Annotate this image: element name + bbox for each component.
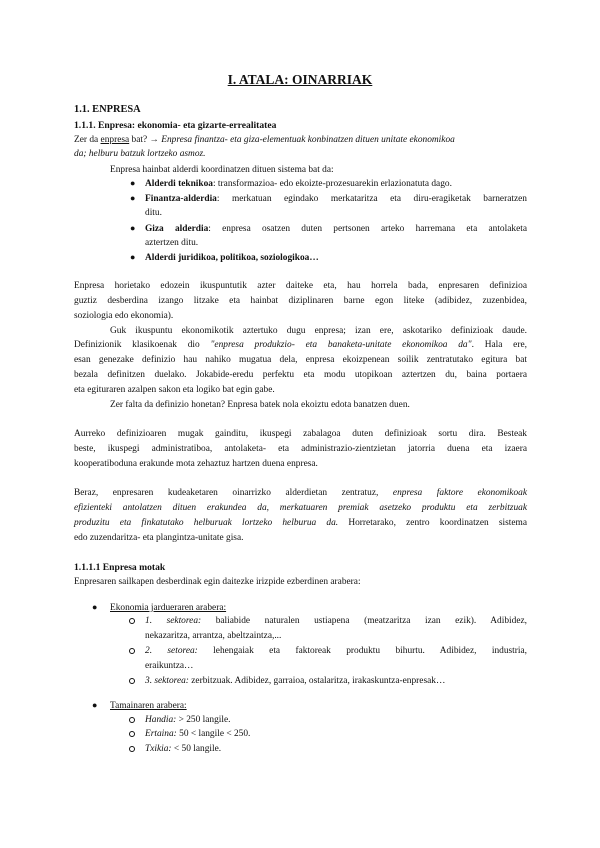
paragraph-1-line: Enpresa horietako edozein ikuspuntutik azter daiteke eta, hau horrela bada, enpresaren definizioa [74,281,527,291]
sector-term: 2. setorea: [145,646,198,656]
aspect-term: Alderdi teknikoa [145,179,213,189]
question-start: Zer da [74,135,101,145]
paragraph-4-definition: enpresa faktore ekonomikoak [392,488,527,498]
sector-item [145,645,527,658]
aspect-desc-cont: aztertzen ditu. [145,238,199,248]
sector-item [145,675,445,688]
hollow-bullet-icon [129,731,135,737]
size-item [145,743,221,756]
paragraph-4-text: Horretarako, zentro koordinatzen sistema [338,518,527,528]
aspect-desc: : enpresa osatzen duten pertsonen arteko harremana eta antolaketa [208,224,527,234]
paragraph-4-definition: efizienteki antolatzen dituen erakundea da, merkatuaren premiak asetzeko produktu eta zerbitzuak [74,503,527,513]
criterion-size: Tamainaren arabera: [110,701,187,711]
bullet-icon: ● [130,223,136,233]
hollow-bullet-icon [129,717,135,723]
definition-text-cont: da; helburu batzuk lortzeko asmoz. [74,149,206,159]
aspect-term: Finantza-alderdia [145,194,217,204]
aspect-desc: : merkatuan egindako merkataritza eta diru-eragiketak barneratzen [216,194,527,204]
definition-text: Enpresa finantza- eta giza-elementuak konbinatzen dituen unitate ekonomikoa [161,135,455,145]
aspect-item-legal: Alderdi juridikoa, politikoa, soziologikoa… [145,253,319,263]
paragraph-2-line: bezala definitzen duelako. Jokabide-eredu perfektu eta modu utopikoan aztertzen du, baina portaera [74,370,527,380]
paragraph-2-question: Zer falta da definizio honetan? Enpresa batek nola ekoiztu edota banatzen duen. [110,400,410,410]
hollow-bullet-icon [129,618,135,624]
paragraph-2-text: . Hala ere, [471,340,527,350]
section-heading-1-1-1-1: 1.1.1.1 Enpresa motak [74,562,166,573]
paragraph-1-line: soziologia edo ekonomia). [74,311,174,321]
size-term: Txikia: [145,744,172,754]
paragraph-2-text: Definizionik klasikoenak dio [74,340,211,350]
aspect-desc-cont: ditu. [145,208,162,218]
question-end: bat? → [129,135,162,145]
paragraph-3-line: kooperatiboduna erakunde mota zehaztuz hartzen duena enpresa. [74,459,318,469]
paragraph-3-line: Aurreko definizioaren mugak gainditu, ikuspegi zabalagoa duten definizioak sortu dira. Besteak [74,429,527,439]
bullet-icon: ● [92,602,98,612]
paragraph-4-line [74,487,527,500]
page-title: I. ATALA: OINARRIAK [227,72,373,87]
hollow-bullet-icon [129,648,135,654]
size-item [145,728,250,741]
aspect-item-human [145,223,527,236]
question-term: enpresa [100,135,130,145]
hollow-bullet-icon [129,678,135,684]
aspect-desc: : transformazioa- edo ekoizte-prozesuarekin erlazionatuta dago. [212,179,452,189]
aspect-item-technical [145,178,452,191]
paragraph-4-text: Beraz, enpresaren kudeaketaren oinarrizko alderdietan zentratuz, [74,488,393,498]
section-heading-1-1: 1.1. ENPRESA [74,104,141,115]
paragraph-2-line: eta egituraren azalpen sakon eta logiko bat egin gabe. [74,385,275,395]
bullet-icon: ● [130,252,136,262]
sector-item [145,615,527,628]
sector-term: 3. sektorea: [145,676,189,686]
aspect-term: Giza alderdia [145,224,209,234]
bullet-icon: ● [130,178,136,188]
paragraph-4-definition: produzitu eta finkatutako helburuak lortzeko helburua da. [74,518,339,528]
size-term: Ertaina: [145,729,177,739]
criterion-economic-activity: Ekonomia jardueraren arabera: [110,603,227,613]
classic-definition-quote: "enpresa produkzio- eta banaketa-unitate ekonomikoa da" [210,340,472,350]
sector-desc: zerbitzuak. Adibidez, garraioa, ostalaritza, irakaskuntza-enpresak… [188,676,446,686]
bullet-icon: ● [92,700,98,710]
size-term: Handia: [145,715,177,725]
paragraph-4-line: edo zuzendaritza- eta plangintza-unitate gisa. [74,533,244,543]
size-value: > 250 langile. [176,715,231,725]
hollow-bullet-icon [129,746,135,752]
paragraph-4-line [74,517,527,530]
sector-desc-cont: nekazaritza, arrantza, abeltzaintza,... [145,631,282,641]
sector-desc: baliabide naturalen ustiapena (meatzaritza izan ezik). Adibidez, [201,616,527,626]
types-intro: Enpresaren sailkapen desberdinak egin daitezke irizpide ezberdinen arabera: [74,577,361,587]
paragraph-1-line: guztiz desberdina izango litzake eta hainbat diziplinaren barne egon liteke (adibidez, zuzenbidea, [74,296,527,306]
coordinates-intro: Enpresa hainbat alderdi koordinatzen dituen sistema bat da: [110,165,334,175]
size-value: < 50 langile. [171,744,222,754]
size-value: 50 < langile < 250. [176,729,251,739]
section-heading-1-1-1: 1.1.1. Enpresa: ekonomia- eta gizarte-errealitatea [74,120,277,131]
paragraph-2-line [74,339,527,352]
sector-term: 1. sektorea: [145,616,202,626]
aspect-item-financial [145,193,527,206]
paragraph-2-line: Guk ikuspuntu ekonomikotik aztertuko dugu enpresa; izan ere, askotariko definizioak daude. [110,326,527,336]
paragraph-3-line: beste, ikuspegi administratiboa, antolaketa- eta administrazio-zientzietan jatorria duena eta izaera [74,444,527,454]
definition-question [74,134,455,147]
sector-desc: lehengaiak eta faktoreak produktu bihurtu. Adibidez, industria, [197,646,528,656]
paragraph-2-line: esan genezake definizio hau nahiko mugatua dela, enpresa ekoizpenean soilik zentratutako egitura bat [74,355,527,365]
sector-desc-cont: eraikuntza… [145,661,194,671]
size-item [145,714,231,727]
bullet-icon: ● [130,193,136,203]
